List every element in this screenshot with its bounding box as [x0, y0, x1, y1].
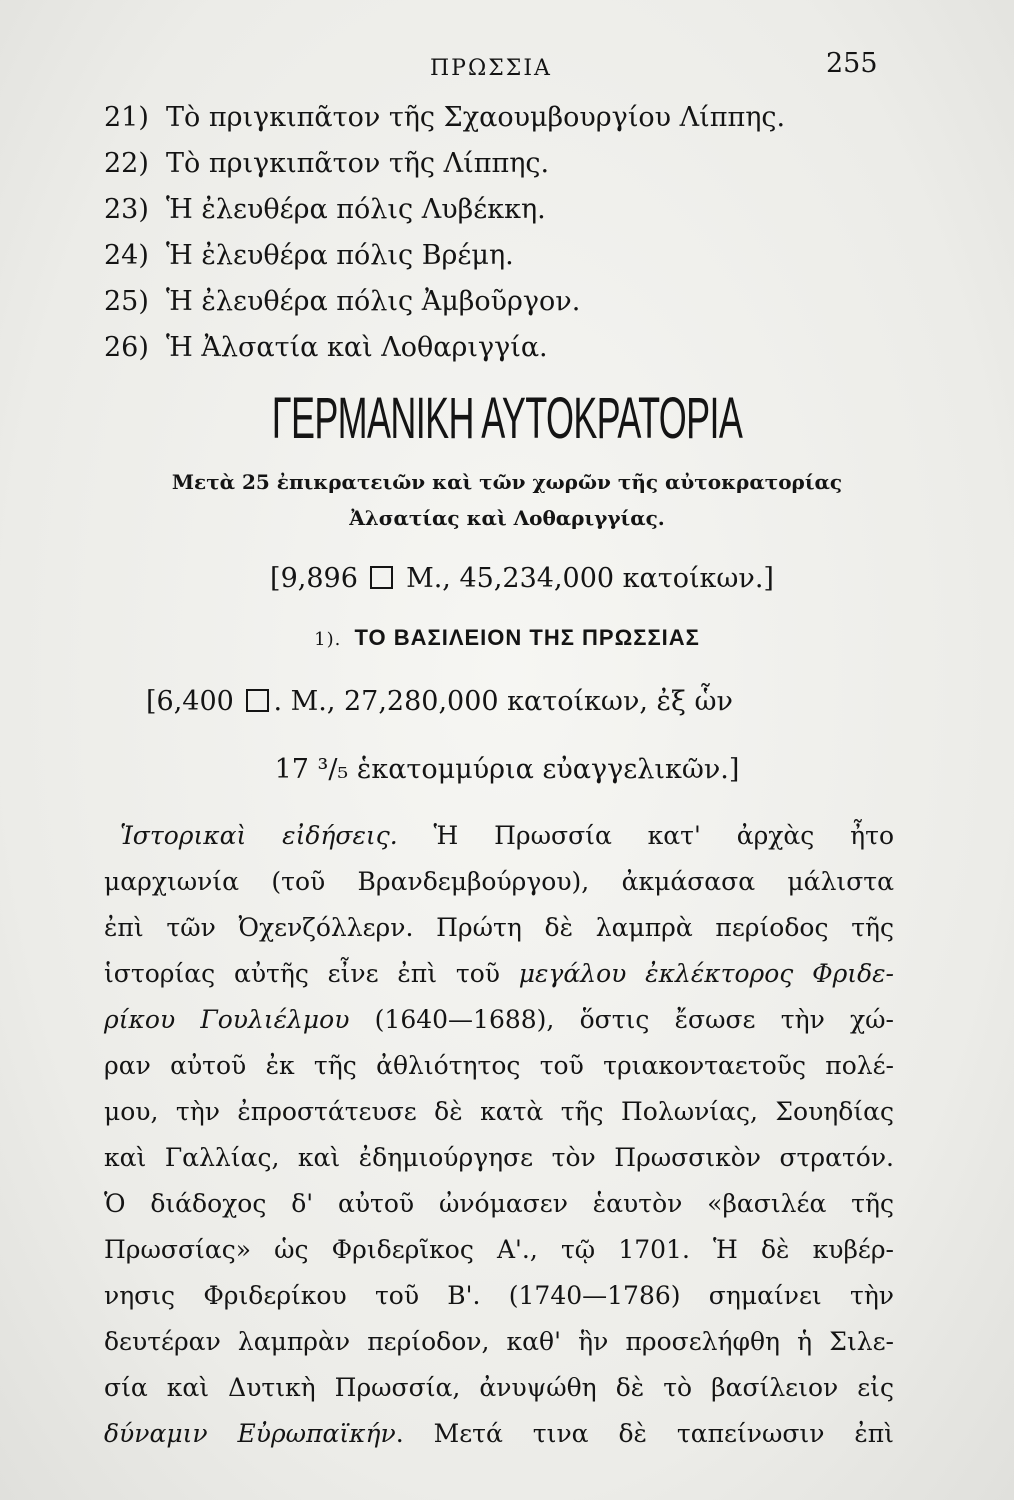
item-number: 25) — [104, 286, 149, 317]
text-span: (1640—1688), ὅστις ἔσωσε τὴν χώ- — [349, 1005, 894, 1034]
item-number: 22) — [104, 148, 149, 179]
italic-text: Ἱστορικαὶ εἰδήσεις. — [120, 821, 398, 850]
text-span: Ἡ Πρωσσία κατ' ἀρχὰς ἦτο — [397, 821, 895, 850]
item-text: Ἡ ἐλευθέρα πόλις Ἀμβοῦργον. — [166, 286, 581, 317]
empire-subtitle-line2: Ἀλσατίας καὶ Λοθαριγγίας. — [349, 506, 665, 530]
list-item — [104, 279, 924, 325]
section-title: ΤΟ ΒΑΣΙΛΕΙΟΝ ΤΗΣ ΠΡΩΣΣΙΑΣ — [354, 625, 700, 650]
text-line — [104, 1135, 894, 1181]
list-item — [104, 187, 924, 233]
item-text: Τὸ πριγκιπᾶτον τῆς Σχαουμβουργίου Λίππης. — [166, 102, 786, 133]
text-span: ἐπὶ τῶν Ὀχενζόλλερν. Πρώτη δὲ λαμπρὰ περίοδος τῆς — [104, 913, 894, 942]
kingdom-population: . Μ., 27,280,000 κατοίκων, ἐξ ὧν — [273, 686, 733, 717]
text-line — [104, 997, 894, 1043]
kingdom-stats-line2: 17 ³/₅ ἑκατομμύρια εὐαγγελικῶν.] — [274, 754, 740, 785]
text-span: ραν αὐτοῦ ἐκ τῆς ἀθλιότητος τοῦ τριακονταετοῦς πολέ- — [104, 1051, 894, 1080]
empire-subtitle-line1: Μετὰ 25 ἐπικρατειῶν καὶ τῶν χωρῶν τῆς αὐτοκρατορίας — [171, 470, 843, 494]
list-item — [104, 141, 924, 187]
empire-heading: ΓΕΡΜΑΝΙΚΗ ΑΥΤΟΚΡΑΤΟΡΙΑ — [271, 386, 743, 451]
item-text: Τὸ πριγκιπᾶτον τῆς Λίππης. — [166, 148, 550, 179]
empire-area: [9,896 — [270, 563, 358, 594]
list-item — [104, 325, 924, 371]
text-span: σία καὶ Δυτικὴ Πρωσσία, ἀνυψώθη δὲ τὸ βασίλειον εἰς — [104, 1373, 894, 1402]
italic-text: μεγάλου ἐκλέκτορος Φριδε- — [518, 959, 894, 988]
item-number: 21) — [104, 102, 149, 133]
text-line — [104, 1043, 894, 1089]
item-text: Ἡ ἐλευθέρα πόλις Λυβέκκη. — [166, 194, 546, 225]
item-text: Ἡ ἐλευθέρα πόλις Βρέμη. — [166, 240, 514, 271]
italic-text: δύναμιν Εὐρωπαϊκήν — [104, 1419, 396, 1448]
italic-text: ρίκου Γουλιέλμου — [104, 1005, 350, 1034]
empire-stats — [0, 563, 1014, 594]
list-item — [104, 95, 924, 141]
item-number: 23) — [104, 194, 149, 225]
text-span: ἱστορίας αὐτῆς εἶνε ἐπὶ τοῦ — [104, 959, 519, 988]
running-title: ΠΡΩΣΣΙΑ — [430, 56, 552, 81]
square-mile-icon — [246, 689, 269, 712]
kingdom-area: [6,400 — [146, 686, 234, 717]
kingdom-stats — [146, 686, 733, 717]
page-number: 255 — [826, 48, 878, 79]
text-line — [104, 859, 894, 905]
text-line — [104, 951, 894, 997]
item-text: Ἡ Ἀλσατία καὶ Λοθαριγγία. — [166, 332, 548, 363]
running-head — [0, 48, 1014, 88]
text-line — [104, 1319, 894, 1365]
item-number: 26) — [104, 332, 149, 363]
text-line — [104, 1227, 894, 1273]
text-span: Ὁ διάδοχος δ' αὐτοῦ ὠνόμασεν ἑαυτὸν «βασιλέα τῆς — [104, 1189, 894, 1218]
item-number: 24) — [104, 240, 149, 271]
text-span: δευτέραν λαμπρὰν περίοδον, καθ' ἣν προσελήφθη ἡ Σιλε- — [104, 1327, 894, 1356]
history-paragraph — [104, 813, 894, 1457]
text-line — [104, 1181, 894, 1227]
text-span: μου, τὴν ἐπροστάτευσε δὲ κατὰ τῆς Πολωνίας, Σουηδίας — [104, 1097, 894, 1126]
square-mile-icon — [370, 566, 393, 589]
text-line — [104, 905, 894, 951]
text-line — [104, 1365, 894, 1411]
text-line — [104, 1089, 894, 1135]
section-heading — [0, 625, 1014, 651]
state-list — [104, 95, 924, 371]
list-item — [104, 233, 924, 279]
text-line — [104, 1273, 894, 1319]
text-span: νησις Φριδερίκου τοῦ Β'. (1740—1786) σημαίνει τὴν — [104, 1281, 894, 1310]
text-span: Πρωσσίας» ὡς Φριδερῖκος Α'., τῷ 1701. Ἡ δὲ κυβέρ- — [104, 1235, 894, 1264]
text-span: . Μετά τινα δὲ ταπείνωσιν ἐπὶ — [395, 1419, 894, 1448]
empire-population: Μ., 45,234,000 κατοίκων.] — [406, 563, 774, 594]
text-span: μαρχιωνία (τοῦ Βρανδεμβούργου), ἀκμάσασα μάλιστα — [104, 867, 894, 896]
text-span: καὶ Γαλλίας, καὶ ἐδημιούργησε τὸν Πρωσσικὸν στρατόν. — [104, 1143, 894, 1172]
text-line — [104, 1411, 894, 1457]
text-line — [104, 813, 894, 859]
section-number: 1). — [314, 629, 342, 650]
